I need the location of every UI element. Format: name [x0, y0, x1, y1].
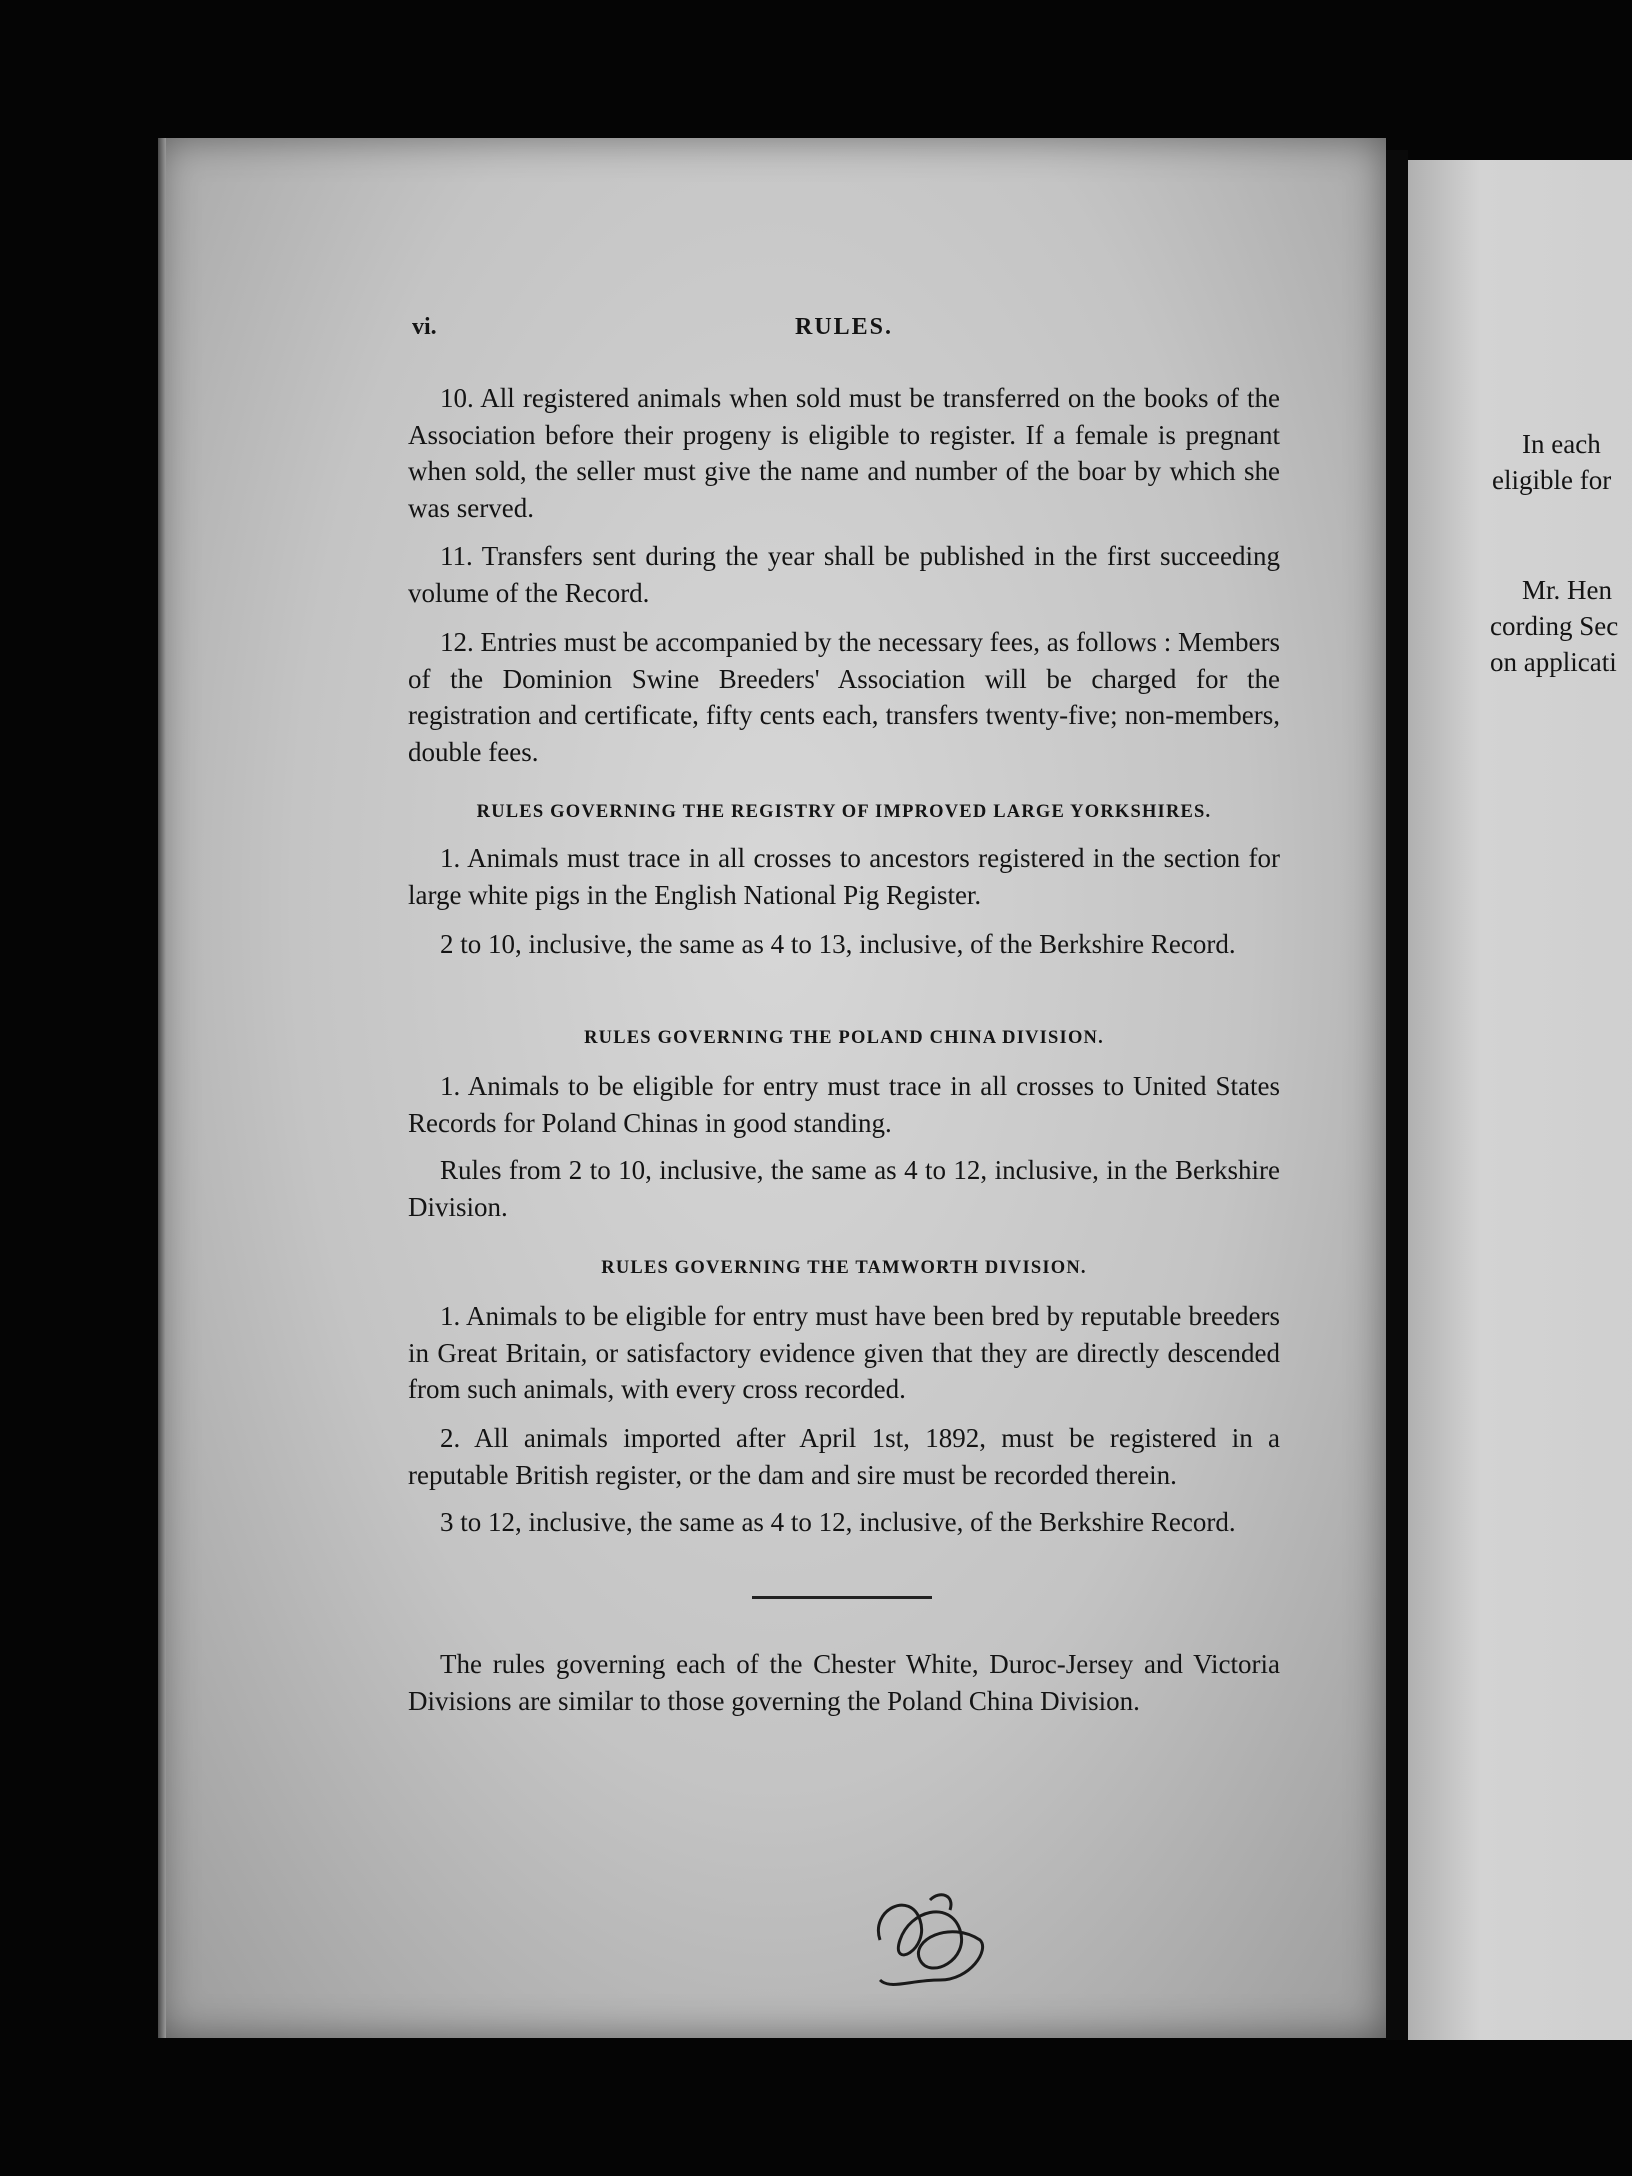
tamworth-rule-3: 3 to 12, inclusive, the same as 4 to 12, inclusive, of the Berkshire Record.: [440, 1507, 1236, 1537]
tamworth-heading: RULES GOVERNING THE TAMWORTH DIVISION.: [601, 1258, 1087, 1278]
yorkshires-rule-2: 2 to 10, inclusive, the same as 4 to 13, inclusive, of the Berkshire Record.: [440, 929, 1236, 959]
book-spine: [1386, 150, 1408, 2040]
poland-china-rule-1: 1. Animals to be eligible for entry must trace in all crosses to United States Records for Poland Chinas in good standing.: [408, 1071, 1280, 1138]
poland-china-heading: RULES GOVERNING THE POLAND CHINA DIVISION.: [584, 1028, 1104, 1048]
rule-11-paragraph: 11. Transfers sent during the year shall be published in the first succeeding volume of the Record.: [408, 541, 1280, 608]
running-head: [408, 314, 1280, 348]
right-page-line-5: on applicati: [1490, 647, 1617, 677]
poland-china-rule-2: Rules from 2 to 10, inclusive, the same as 4 to 12, inclusive, in the Berkshire Division.: [408, 1155, 1280, 1222]
tamworth-rule-1: 1. Animals to be eligible for entry must have been bred by reputable breeders in Great Britain, or satisfactory evidence given that they are directly descended from such animals, with every cross recorded.: [408, 1301, 1280, 1404]
right-page-line-2: eligible for: [1492, 465, 1612, 495]
rule-10-paragraph: 10. All registered animals when sold must be transferred on the books of the Association before their progeny is eligible to register. If a female is pregnant when sold, the seller must give the name and number of the boar by which she was served.: [408, 383, 1280, 523]
handwritten-mark: [860, 1880, 1000, 2000]
right-page-line-4: cording Sec: [1490, 611, 1619, 641]
page-edge: [158, 138, 166, 2038]
yorkshires-heading: RULES GOVERNING THE REGISTRY OF IMPROVED LARGE YORKSHIRES.: [476, 802, 1212, 822]
page-title: RULES.: [794, 314, 894, 340]
page-number: vi.: [412, 314, 437, 340]
right-page-line-1: In each: [1522, 429, 1601, 459]
tamworth-rule-2: 2. All animals imported after April 1st, 1892, must be registered in a reputable British register, or the dam and sire must be recorded therein.: [408, 1423, 1280, 1490]
section-divider: [752, 1596, 932, 1599]
rule-12-paragraph: 12. Entries must be accompanied by the necessary fees, as follows : Members of the Dominion Swine Breeders' Association will be charged for the registration and certificate, fifty cents each, transfers twenty-five; non-members, double fees.: [408, 627, 1280, 767]
right-page: [1408, 160, 1632, 2040]
right-page-line-3: Mr. Hen: [1522, 575, 1612, 605]
yorkshires-rule-1: 1. Animals must trace in all crosses to ancestors registered in the section for large white pigs in the English National Pig Register.: [408, 843, 1280, 910]
closing-paragraph: The rules governing each of the Chester White, Duroc-Jersey and Victoria Divisions are similar to those governing the Poland China Division.: [408, 1649, 1280, 1716]
